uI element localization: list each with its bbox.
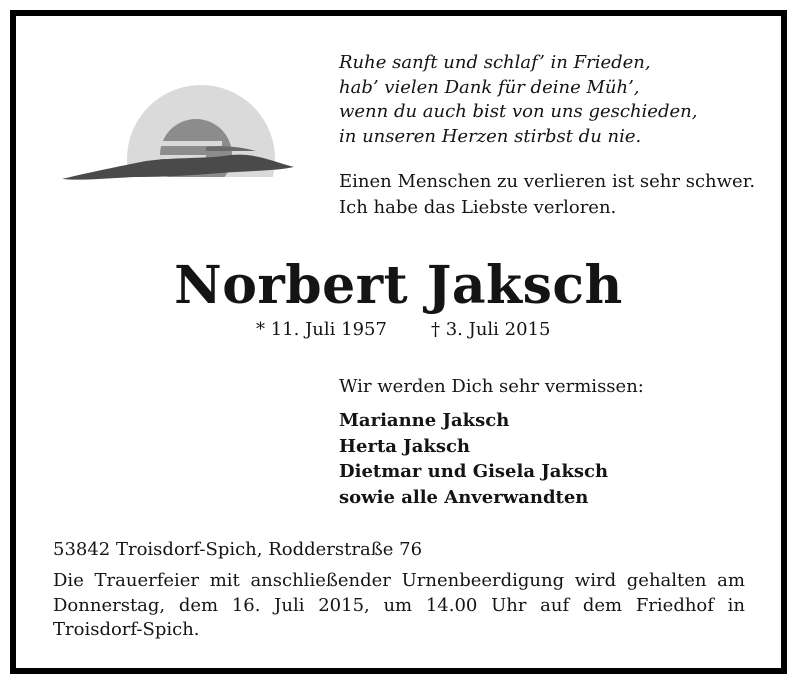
sunset-over-water-icon (56, 81, 296, 191)
obituary-card (10, 10, 787, 674)
quote-line: Ich habe das Liebste verloren. (339, 197, 617, 218)
grief-quote (339, 169, 779, 221)
mourner-name: Herta Jaksch (339, 435, 471, 457)
deceased-name: Norbert Jaksch (174, 255, 623, 316)
funeral-service-notice: Die Trauerfeier mit anschließender Urnenbeerdigung wird gehalten am Donnerstag, dem 16. Juli 2015, um 14.00 Uhr auf dem Friedhof in Troisdorf-Spich. (53, 570, 745, 640)
poem-line: hab’ vielen Dank für deine Müh’, (339, 76, 640, 98)
poem-line: in unseren Herzen stirbst du nie. (339, 125, 642, 147)
mourners-intro: Wir werden Dich sehr vermissen: (339, 376, 644, 397)
mourner-name: Dietmar und Gisela Jaksch (339, 461, 609, 482)
birth-date: * 11. Juli 1957 (256, 319, 387, 340)
death-date: † 3. Juli 2015 (431, 319, 551, 340)
poem-line: Ruhe sanft und schlaf’ in Frieden, (339, 52, 651, 73)
mourner-name: Marianne Jaksch (339, 410, 510, 431)
mourners-list (339, 408, 608, 510)
quote-line: Einen Menschen zu verlieren ist sehr schwer. (339, 171, 756, 192)
memorial-poem (339, 51, 769, 149)
poem-line: wenn du auch bist von uns geschieden, (339, 101, 698, 122)
mourner-name: sowie alle Anverwandten (339, 486, 589, 508)
family-address: 53842 Troisdorf-Spich, Rodderstraße 76 (53, 539, 423, 560)
